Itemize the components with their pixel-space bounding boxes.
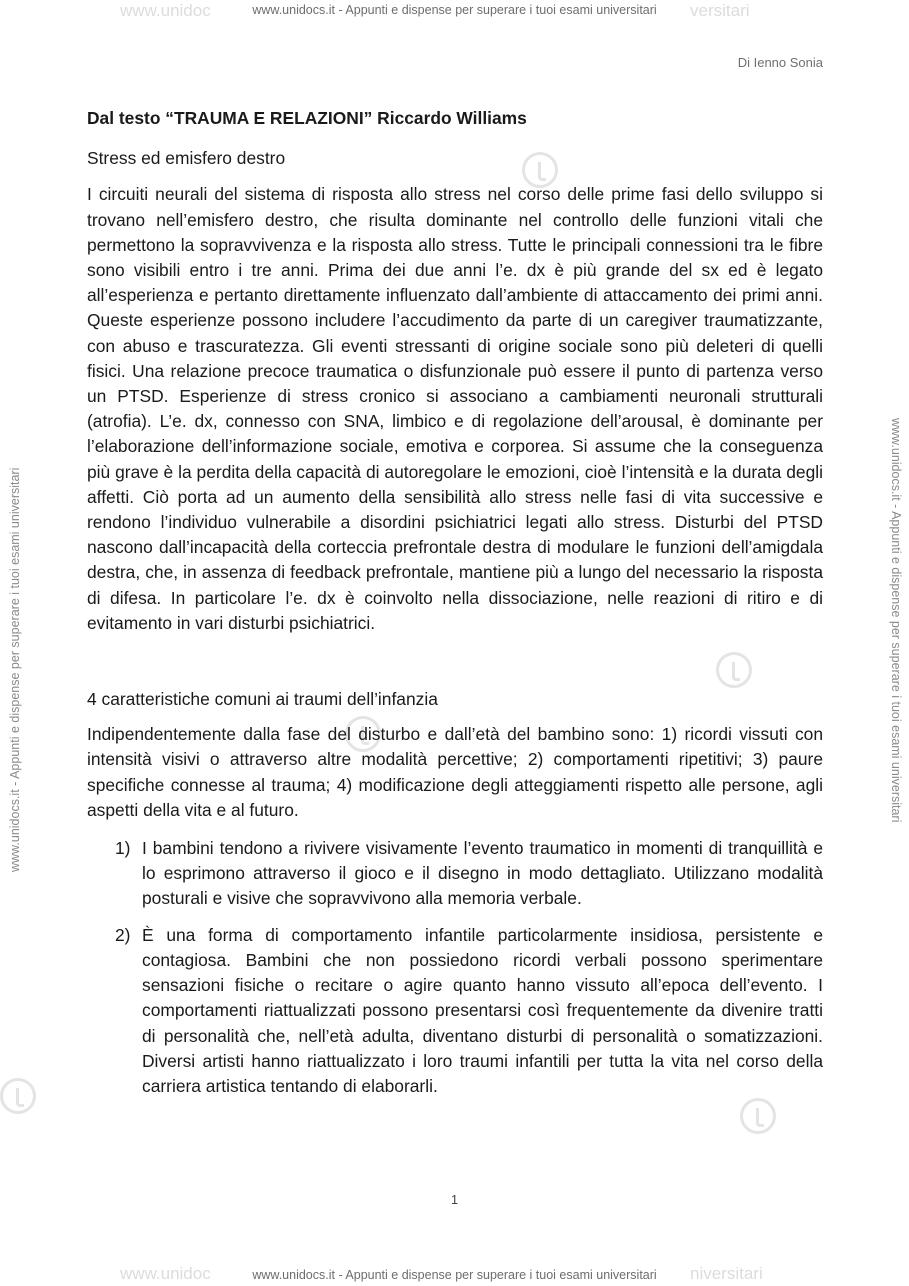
section-paragraph: Indipendentemente dalla fase del disturbo e dall’età del bambino sono: 1) ricordi vissuti con intensità visivi o attraverso altre modalità percettive; 2) comportamenti ripetitivi; 3) paure specifiche connesse al trauma; 4) modificazione degli atteggiamenti rispetto alle persone, agli aspetti della vita e al futuro. <box>87 724 823 820</box>
watermark-ghost-bottom-right: niversitari <box>690 1264 763 1283</box>
list-item-number: 2) <box>115 924 131 945</box>
section-spacer <box>87 636 823 687</box>
list-item-text: I bambini tendono a rivivere visivamente l’evento traumatico in momenti di tranquillità e lo esprimono attraverso il gioco e il disegno in modo dettagliato. Utilizzano modalità posturali e visive che sopravvivono alla memoria verbale. <box>142 838 823 909</box>
watermark-bottom: www.unidocs.it - Appunti e dispense per superare i tuoi esami universitari <box>252 1268 657 1282</box>
document-title: Dal testo “TRAUMA E RELAZIONI” Riccardo Williams <box>87 108 527 128</box>
watermark-ghost-top-right: versitari <box>690 1 750 20</box>
section-paragraph: I circuiti neurali del sistema di risposta allo stress nel corso delle prime fasi dello sviluppo si trovano nell’emisfero destro, che risulta dominante nel controllo delle funzioni vitali che permettono la sopravvivenza e la risposta allo stress. Tutte le principali connessioni tra le fibre sono visibili entro i tre anni. Prima dei due anni l’e. dx è più grande del sx ed è legato all’esperienza e pertanto direttamente influenzato dall’ambiente di attaccamento dei primi anni. Queste esperienze possono includere l’accudimento da parte di un caregiver traumatizzante, con abuso e trascuratezza. Gli eventi stressanti di origine sociale sono più deleteri di quelli fisici. Una relazione precoce traumatica o disfunzionale può essere il punto di partenza verso un PTSD. Esperienze di stress cronico si associano a cambiamenti neuronali strutturali (atrofia). L’e. dx, connesso con SNA, limbico e di regolazione dell’arousal, è dominante per l’elaborazione dell’informazione sociale, emotiva e corporea. Si assume che la conseguenza più grave è la perdita della capacità di autoregolare le emozioni, cioè l’intensità e la durata degli affetti. Ciò porta ad un aumento della sensibilità allo stress nelle fasi di vita successive e rendono l’individuo vulnerabile a disordini psichiatrici legati allo stress. Disturbi del PTSD nascono dall’incapacità della corteccia prefrontale destra di modulare le funzioni dell’amigdala destra, che, in assenza di feedback prefrontale, mantiene più a lungo del necessario la risposta di difesa. In particolare l’e. dx è coinvolto nella dissociazione, nelle reazioni di ritiro e di evitamento in vari disturbi psichiatrici. <box>87 184 823 633</box>
list-item <box>87 836 823 912</box>
author-name: Di Ienno Sonia <box>737 55 823 70</box>
watermark-ghost-bottom: www.unidoc <box>120 1264 211 1283</box>
list-item <box>87 923 823 1099</box>
numbered-list <box>87 836 823 1099</box>
watermark-right: www.unidocs.it - Appunti e dispense per superare i tuoi esami universitari <box>889 418 903 823</box>
watermark-ghost-top: www.unidoc <box>120 1 211 20</box>
watermark-top: www.unidocs.it - Appunti e dispense per superare i tuoi esami universitari <box>252 3 657 17</box>
watermark-left: www.unidocs.it - Appunti e dispense per superare i tuoi esami universitari <box>8 467 22 872</box>
section-heading: 4 caratteristiche comuni ai traumi dell’infanzia <box>87 689 438 710</box>
list-item-number: 1) <box>115 838 131 859</box>
section-heading: Stress ed emisfero destro <box>87 148 286 169</box>
page-number: 1 <box>450 1192 459 1207</box>
list-item-text: È una forma di comportamento infantile particolarmente insidiosa, persistente e contagiosa. Bambini che non possiedono ricordi verbali possono sperimentare sensazioni fisiche o recitare o agire quanto hanno vissuto all’epoca dell’evento. I comportamenti riattualizzati possono presentarsi così frequentemente da divenire tratti di personalità che, nell’età adulta, diventano disturbi di personalità o somatizzazioni. Diversi artisti hanno riattualizzato i loro traumi infantili per tutta la vita nel corso della carriera artistica tentando di elaborarli. <box>142 924 823 1096</box>
watermark-logo-icon <box>0 1078 36 1114</box>
document-body <box>87 106 823 1110</box>
